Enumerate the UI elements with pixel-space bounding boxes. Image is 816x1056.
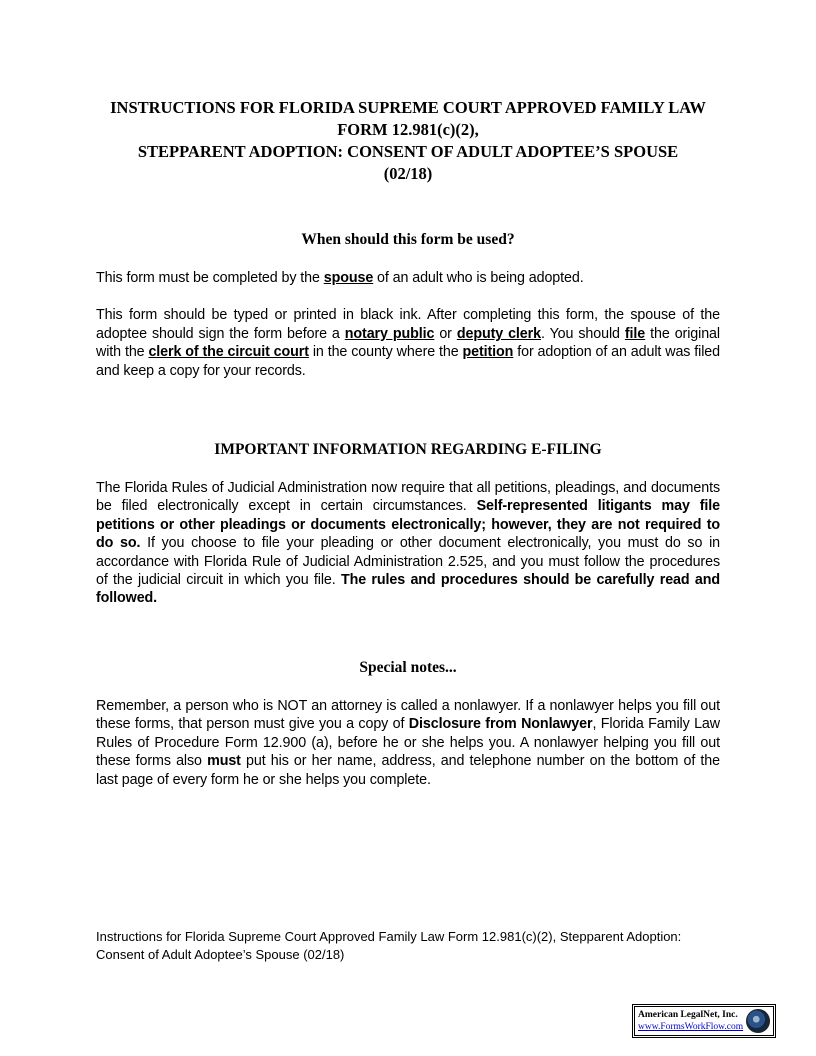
paragraph: The Florida Rules of Judicial Administration now require that all petitions, pleadings, and documents be filed electronically except in certain circumstances. Self-represented litigants may file petitions or other pleadings or documents electronically; however, they are not required to do so. If you choose to file your pleading or other document electronically, you must do so in accordance with Florida Rule of Judicial Administration 2.525, and you must follow the procedures of the judicial circuit in which you file. The rules and procedures should be carefully read and followed. xyxy=(96,480,720,607)
title-line: STEPPARENT ADOPTION: CONSENT OF ADULT ADOPTEE’S SPOUSE xyxy=(137,142,679,161)
paragraph: This form should be typed or printed in black ink. After completing this form, the spouse of the adoptee should sign the form before a notary public or deputy clerk. You should file the original with the clerk of the circuit court in the county where the petition for adoption of an adult was filed and keep a copy for your records. xyxy=(96,307,721,379)
section-when-used xyxy=(96,230,720,380)
legalnet-logo-icon xyxy=(746,1009,770,1033)
formsworkflow-link[interactable]: www.FormsWorkFlow.com xyxy=(638,1022,744,1032)
section-heading-special-notes: Special notes... xyxy=(359,658,457,676)
title-line: FORM 12.981(c)(2), xyxy=(337,120,479,139)
section-heading-when-used: When should this form be used? xyxy=(301,231,515,248)
legalnet-logo-box xyxy=(632,1004,776,1038)
section-special-notes xyxy=(96,658,720,789)
section-heading-efiling: IMPORTANT INFORMATION REGARDING E-FILING xyxy=(214,441,602,459)
paragraph: Remember, a person who is NOT an attorney is called a nonlawyer. If a nonlawyer helps you fill out these forms, that person must give you a copy of Disclosure from Nonlawyer, Florida Family Law Rules of Procedure Form 12.900 (a), before he or she helps you. A nonlawyer helping you fill out these forms also must put his or her name, address, and telephone number on the bottom of the last page of every form he or she helps you complete. xyxy=(96,697,721,788)
legalnet-logo-text xyxy=(638,1009,743,1033)
title-line: (02/18) xyxy=(383,164,433,183)
footer-text: Instructions for Florida Supreme Court Approved Family Law Form 12.981(c)(2), Stepparent Adoption: Consent of Adult Adoptee’s Spouse (02/18) xyxy=(96,929,682,962)
title-line: INSTRUCTIONS FOR FLORIDA SUPREME COURT APPROVED FAMILY LAW xyxy=(110,98,706,117)
paragraph: This form must be completed by the spouse of an adult who is being adopted. xyxy=(96,270,584,286)
document-title xyxy=(96,0,720,185)
section-efiling xyxy=(96,440,720,608)
company-name: American LegalNet, Inc. xyxy=(638,1010,738,1020)
